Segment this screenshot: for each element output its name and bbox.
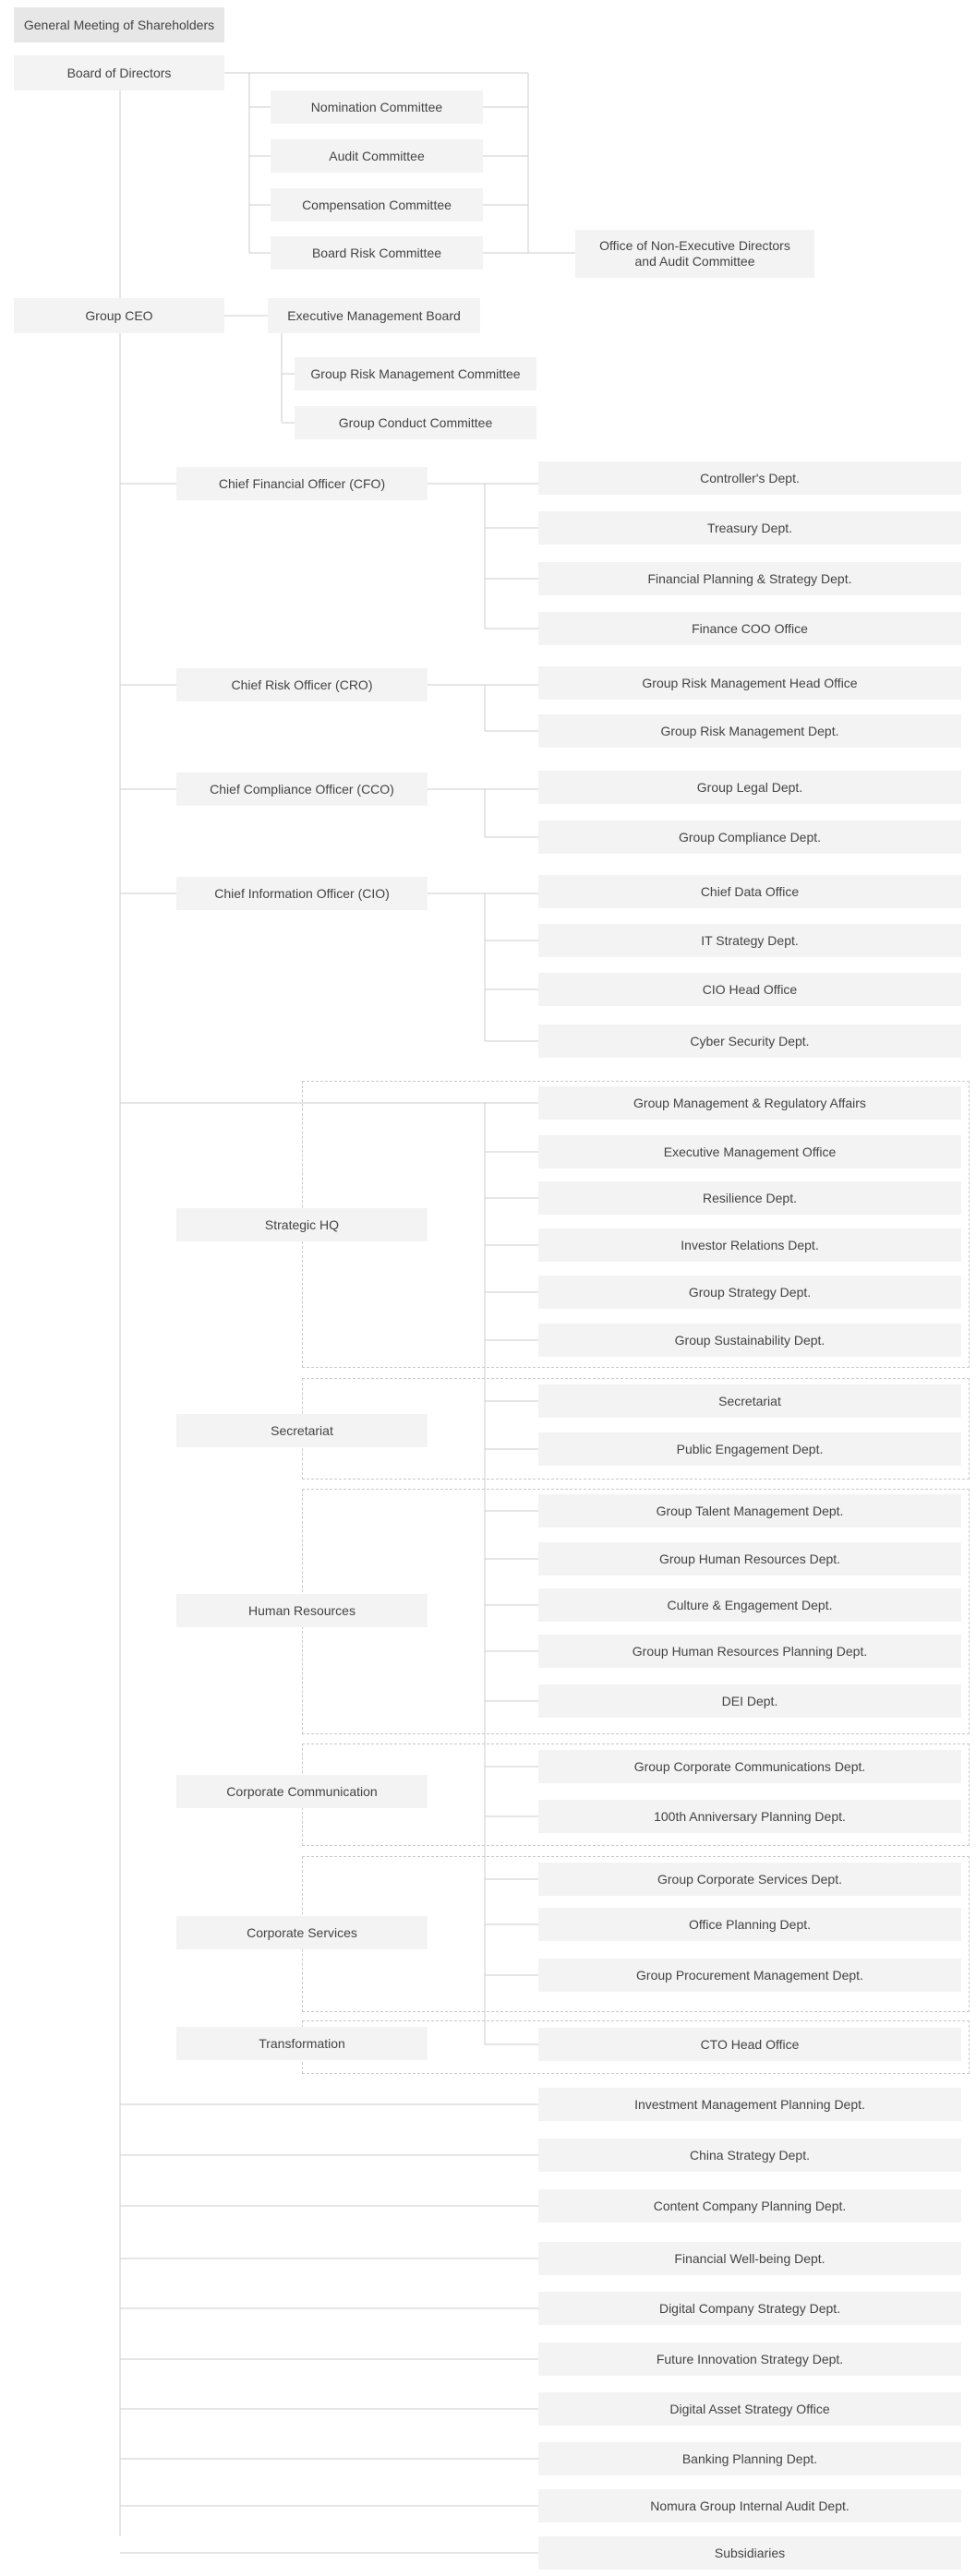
ceo-box: Group CEO	[14, 298, 224, 333]
content-company-planning-dept-box: Content Company Planning Dept.	[538, 2189, 961, 2223]
group-risk-management-head-office-box: Group Risk Management Head Office	[538, 666, 961, 700]
financial-planning-and-strategy-dept-box: Financial Planning & Strategy Dept.	[538, 562, 961, 595]
group-risk-management-dept-box: Group Risk Management Dept.	[538, 714, 961, 748]
nomura-group-internal-audit-dept-box: Nomura Group Internal Audit Dept.	[538, 2489, 961, 2522]
dei-dept-box: DEI Dept.	[538, 1684, 961, 1718]
cco-box: Chief Compliance Officer (CCO)	[176, 773, 428, 806]
nomination-committee-box: Nomination Committee	[271, 90, 483, 124]
banking-planning-dept-box: Banking Planning Dept.	[538, 2442, 961, 2475]
financial-well-being-dept-box: Financial Well-being Dept.	[538, 2242, 961, 2275]
corporate-services-box: Corporate Services	[176, 1916, 428, 1949]
cio-head-office-box: CIO Head Office	[538, 973, 961, 1006]
cro-box: Chief Risk Officer (CRO)	[176, 668, 428, 701]
it-strategy-dept-box: IT Strategy Dept.	[538, 924, 961, 957]
group-procurement-management-dept-box: Group Procurement Management Dept.	[538, 1959, 961, 1992]
gms-box: General Meeting of Shareholders	[14, 7, 224, 42]
resilience-dept-box: Resilience Dept.	[538, 1181, 961, 1215]
secretariat-box: Secretariat	[176, 1414, 428, 1447]
audit-committee-box: Audit Committee	[271, 139, 483, 173]
group-strategy-dept-box: Group Strategy Dept.	[538, 1276, 961, 1309]
executive-management-office-box: Executive Management Office	[538, 1135, 961, 1168]
group-risk-management-committee-box: Group Risk Management Committee	[295, 357, 536, 390]
compensation-committee-box: Compensation Committee	[271, 188, 483, 222]
controller-s-dept-box: Controller's Dept.	[538, 461, 961, 495]
culture-and-engagement-dept-box: Culture & Engagement Dept.	[538, 1588, 961, 1622]
public-engagement-dept-box: Public Engagement Dept.	[538, 1432, 961, 1466]
secretariat-box: Secretariat	[538, 1384, 961, 1418]
ned-office-box: Office of Non-Executive Directors and Audit Committee	[575, 230, 814, 278]
board-box: Board of Directors	[14, 55, 224, 90]
cio-box: Chief Information Officer (CIO)	[176, 877, 428, 910]
cyber-security-dept-box: Cyber Security Dept.	[538, 1024, 961, 1058]
strategic-hq-box: Strategic HQ	[176, 1208, 428, 1241]
china-strategy-dept-box: China Strategy Dept.	[538, 2139, 961, 2172]
group-human-resources-dept-box: Group Human Resources Dept.	[538, 1542, 961, 1576]
board-risk-committee-box: Board Risk Committee	[271, 236, 483, 270]
100th-anniversary-planning-dept-box: 100th Anniversary Planning Dept.	[538, 1800, 961, 1833]
group-compliance-dept-box: Group Compliance Dept.	[538, 821, 961, 854]
group-conduct-committee-box: Group Conduct Committee	[295, 406, 536, 439]
office-planning-dept-box: Office Planning Dept.	[538, 1908, 961, 1941]
chief-data-office-box: Chief Data Office	[538, 875, 961, 908]
treasury-dept-box: Treasury Dept.	[538, 511, 961, 545]
digital-asset-strategy-office-box: Digital Asset Strategy Office	[538, 2392, 961, 2426]
human-resources-box: Human Resources	[176, 1594, 428, 1627]
investor-relations-dept-box: Investor Relations Dept.	[538, 1228, 961, 1262]
group-legal-dept-box: Group Legal Dept.	[538, 771, 961, 804]
group-talent-management-dept-box: Group Talent Management Dept.	[538, 1494, 961, 1528]
cto-head-office-box: CTO Head Office	[538, 2028, 961, 2061]
transformation-box: Transformation	[176, 2027, 428, 2060]
group-corporate-communications-dept-box: Group Corporate Communications Dept.	[538, 1750, 961, 1783]
group-human-resources-planning-dept-box: Group Human Resources Planning Dept.	[538, 1635, 961, 1668]
group-sustainability-dept-box: Group Sustainability Dept.	[538, 1324, 961, 1357]
corporate-communication-box: Corporate Communication	[176, 1775, 428, 1808]
group-corporate-services-dept-box: Group Corporate Services Dept.	[538, 1863, 961, 1896]
finance-coo-office-box: Finance COO Office	[538, 612, 961, 645]
investment-management-planning-dept-box: Investment Management Planning Dept.	[538, 2088, 961, 2121]
subsidiaries-box: Subsidiaries	[538, 2536, 961, 2570]
emb-box: Executive Management Board	[268, 298, 480, 333]
group-management-and-regulatory-affairs-box: Group Management & Regulatory Affairs	[538, 1086, 961, 1120]
future-innovation-strategy-dept-box: Future Innovation Strategy Dept.	[538, 2342, 961, 2376]
digital-company-strategy-dept-box: Digital Company Strategy Dept.	[538, 2292, 961, 2325]
cfo-box: Chief Financial Officer (CFO)	[176, 467, 428, 500]
